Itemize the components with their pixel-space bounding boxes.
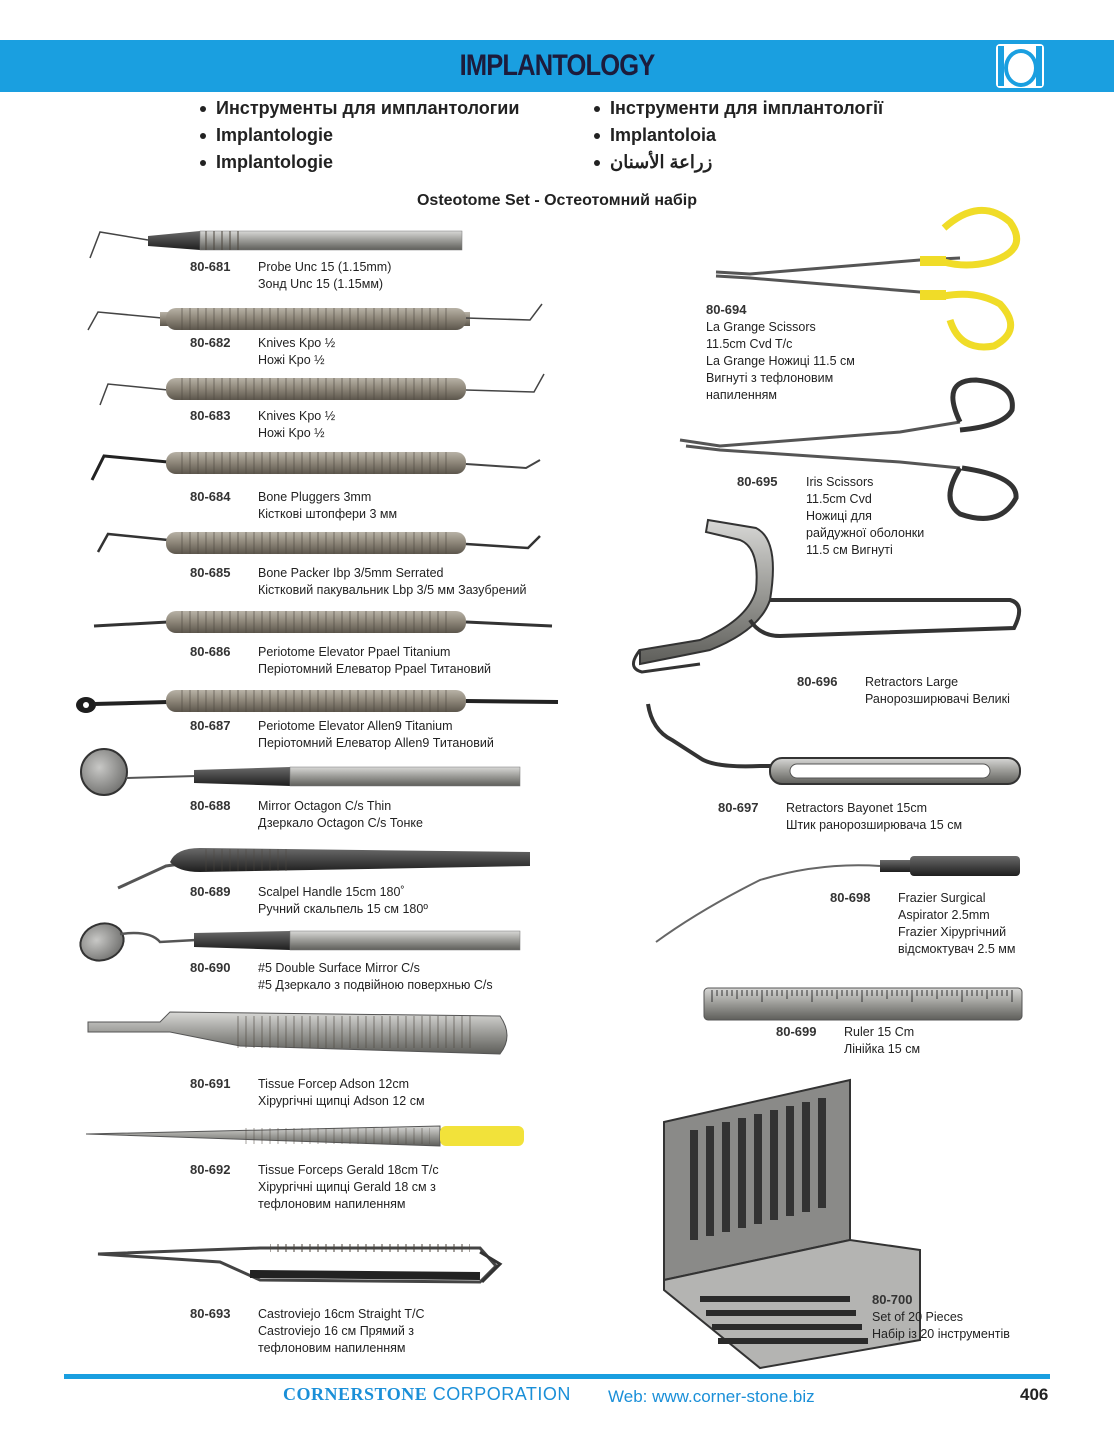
- item-description-line: відсмоктувач 2.5 мм: [898, 942, 1016, 956]
- item-code: 80-698: [830, 890, 871, 905]
- item-description-line: Set of 20 Pieces: [872, 1310, 964, 1324]
- item-description-line: тефлоновим напиленням: [258, 1197, 406, 1211]
- item-description-line: Кісткові штопфери 3 мм: [258, 507, 398, 521]
- item-description-line: Knives Kpo ½: [258, 409, 336, 423]
- probe-instrument: [90, 231, 462, 258]
- item-code: 80-681: [190, 259, 231, 274]
- item-description-line: Tissue Forceps Gerald 18cm T/c: [258, 1163, 439, 1177]
- item-description-line: Castroviejo 16cm Straight T/C: [258, 1307, 425, 1321]
- tissue-forcep-adson-instrument: [88, 1012, 507, 1054]
- item-description-line: Зонд Unc 15 (1.15мм): [258, 277, 384, 291]
- item-description-line: Castroviejo 16 см Прямий з: [258, 1324, 415, 1338]
- item-code: 80-686: [190, 644, 231, 659]
- language-item: Implantoloia: [610, 125, 717, 145]
- page-title: IMPLANTOLOGY: [459, 49, 655, 82]
- item-description: [706, 319, 855, 404]
- item-description-line: Кістковий пакувальник Lbp 3/5 мм Зазубрений: [258, 583, 527, 597]
- item-description: [865, 674, 1010, 708]
- item-description-line: 11.5cm Cvd T/c: [706, 337, 793, 351]
- item-description-line: Ручний скальпель 15 см 180º: [258, 902, 428, 916]
- item-description-line: тефлоновим напиленням: [258, 1341, 406, 1355]
- item-description-line: Bone Packer Ibp 3/5mm Serrated: [258, 566, 444, 580]
- mirror-octagon-instrument: [81, 749, 520, 795]
- item-description-line: Aspirator 2.5mm: [898, 908, 990, 922]
- item-description: [898, 890, 1015, 958]
- item-description: [258, 960, 493, 994]
- item-code: 80-688: [190, 798, 231, 813]
- item-description-line: Хірургічні щипці Gerald 18 см з: [258, 1180, 436, 1194]
- footer-divider: [64, 1374, 1050, 1379]
- item-description-line: Періотомний Елеватор Allen9 Титановий: [258, 736, 494, 750]
- item-description: [258, 565, 526, 599]
- periotome-ppael-instrument: [94, 611, 552, 633]
- footer-brand: CORNERSTONE CORPORATION: [283, 1384, 571, 1404]
- item-description-line: La Grange Ножиці 11.5 см: [706, 354, 855, 368]
- item-description-line: #5 Дзеркало з подвійною поверхнью C/s: [258, 978, 493, 992]
- language-item: Implantologie: [216, 152, 333, 172]
- item-description-line: Scalpel Handle 15cm 180˚: [258, 885, 405, 899]
- item-code: 80-700: [872, 1292, 913, 1307]
- periotome-allen-instrument: [76, 690, 558, 713]
- item-description-line: Retractors Large: [865, 675, 959, 689]
- item-description-line: Ранорозширювачі Великі: [865, 692, 1010, 706]
- item-description-line: Periotome Elevator Ppael Titanium: [258, 645, 451, 659]
- item-description-line: Frazier Surgical: [898, 891, 986, 905]
- item-description: [258, 798, 423, 832]
- item-code: 80-694: [706, 302, 747, 317]
- item-code: 80-691: [190, 1076, 231, 1091]
- item-description-line: Ножі Kpo ½: [258, 353, 325, 367]
- item-description-line: Retractors Bayonet 15cm: [786, 801, 928, 815]
- item-description-line: райдужної оболонки: [806, 526, 925, 540]
- item-description-line: 11.5 см Вигнуті: [806, 543, 893, 557]
- item-description: [258, 408, 335, 442]
- language-item: زراعة الأسنان: [610, 152, 713, 172]
- item-description: [806, 474, 924, 559]
- item-description: [258, 335, 335, 369]
- item-description: [258, 259, 391, 293]
- item-description-line: Frazier Хірургічний: [898, 925, 1007, 939]
- item-description-line: Mirror Octagon C/s Thin: [258, 799, 392, 813]
- item-description-line: 11.5cm Cvd: [806, 492, 872, 506]
- item-code: 80-696: [797, 674, 838, 689]
- item-description: [258, 1306, 425, 1357]
- item-description-line: Дзеркало Octagon C/s Тонке: [258, 816, 423, 830]
- item-description-line: Knives Kpo ½: [258, 336, 336, 350]
- item-description-line: Штик ранорозширювача 15 см: [786, 818, 963, 832]
- item-description-line: Bone Pluggers 3mm: [258, 490, 372, 504]
- language-item: Інструменти для імплантології: [610, 98, 884, 118]
- item-code: 80-685: [190, 565, 231, 580]
- knives-instrument-683: [100, 374, 544, 405]
- item-code: 80-684: [190, 489, 231, 504]
- section-subtitle: Osteotome Set - Остеотомний набір: [416, 192, 698, 209]
- item-code: 80-693: [190, 1306, 231, 1321]
- item-description-line: Tissue Forcep Adson 12cm: [258, 1077, 409, 1091]
- scalpel-handle-instrument: [118, 848, 530, 888]
- item-description-line: Periotome Elevator Allen9 Titanium: [258, 719, 453, 733]
- item-description-line: напиленням: [706, 388, 778, 402]
- item-description-line: Періотомний Елеватор Ppael Титановий: [258, 662, 492, 676]
- item-code: 80-690: [190, 960, 231, 975]
- item-description: [786, 800, 962, 834]
- item-description: [258, 718, 494, 752]
- item-description-line: Хірургічні щипці Adson 12 см: [258, 1094, 425, 1108]
- item-description: [872, 1309, 1010, 1343]
- item-description: [258, 644, 491, 678]
- item-description-line: #5 Double Surface Mirror C/s: [258, 961, 420, 975]
- knives-instrument-682: [88, 304, 542, 330]
- item-description: [258, 1162, 439, 1213]
- item-description-line: Ruler 15 Cm: [844, 1025, 915, 1039]
- bone-packer-instrument: [98, 532, 540, 554]
- item-code: 80-683: [190, 408, 231, 423]
- item-code: 80-687: [190, 718, 231, 733]
- page-number: 406: [1020, 1385, 1049, 1404]
- item-description-line: Ножі Kpo ½: [258, 426, 325, 440]
- item-description-line: Iris Scissors: [806, 475, 874, 489]
- item-code: 80-695: [737, 474, 778, 489]
- item-description-line: La Grange Scissors: [706, 320, 816, 334]
- item-code: 80-699: [776, 1024, 817, 1039]
- item-description-line: Вигнуті з тефлоновим: [706, 371, 834, 385]
- item-description-line: Ножиці для: [806, 509, 872, 523]
- item-code: 80-692: [190, 1162, 231, 1177]
- language-item: Инструменты для имплантологии: [216, 98, 520, 118]
- tissue-forceps-gerald-instrument: [86, 1126, 524, 1146]
- item-description-line: Лінійка 15 см: [844, 1042, 921, 1056]
- retractors-bayonet-instrument: [648, 704, 1020, 784]
- item-description-line: Набір із 20 інструментів: [872, 1327, 1010, 1341]
- item-description: [258, 489, 397, 523]
- footer-website-link[interactable]: Web: www.corner-stone.biz: [608, 1387, 815, 1406]
- language-item: Implantologie: [216, 125, 333, 145]
- item-code: 80-697: [718, 800, 759, 815]
- item-description: [258, 1076, 425, 1110]
- item-code: 80-689: [190, 884, 231, 899]
- item-description: [844, 1024, 920, 1058]
- bone-pluggers-instrument: [92, 452, 540, 480]
- item-description: [258, 884, 428, 918]
- item-code: 80-682: [190, 335, 231, 350]
- item-description-line: Probe Unc 15 (1.15mm): [258, 260, 392, 274]
- castroviejo-instrument: [98, 1244, 500, 1282]
